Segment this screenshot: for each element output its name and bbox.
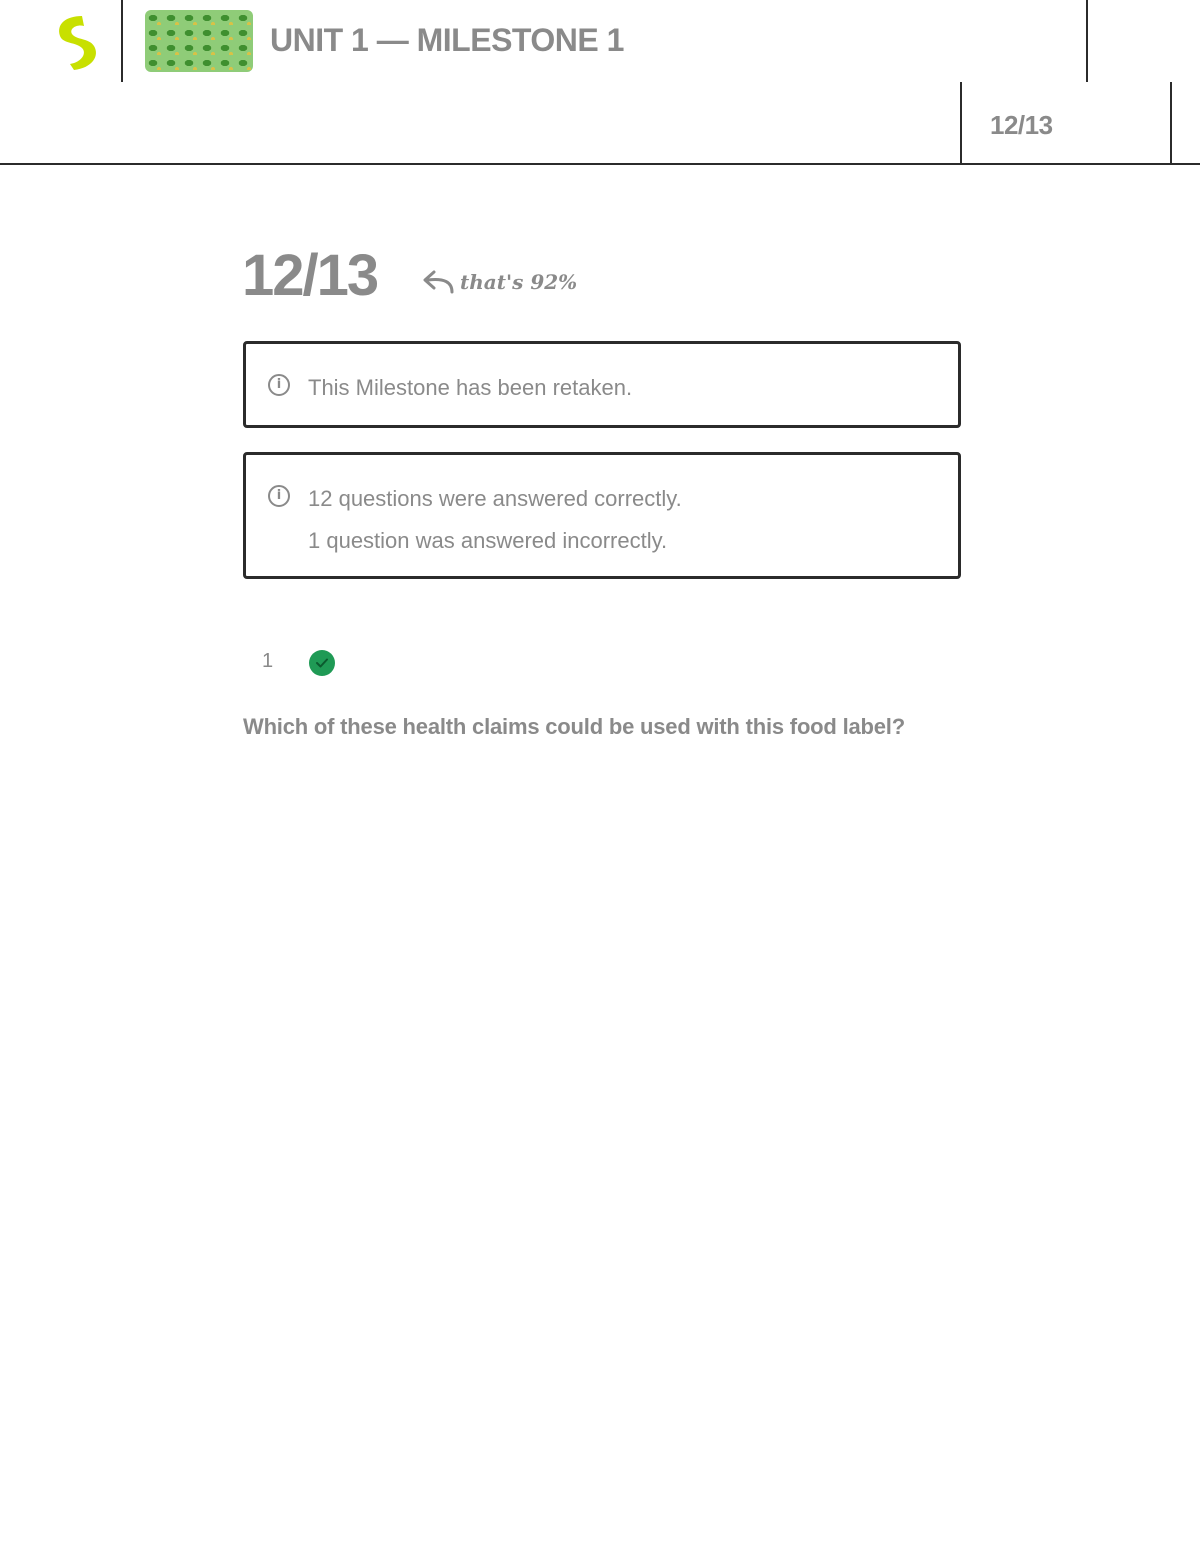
score-cell-divider-right — [1170, 82, 1172, 164]
info-icon: i — [268, 374, 290, 396]
answer-summary-notice — [243, 452, 961, 579]
check-circle-icon — [309, 650, 335, 676]
info-icon: i — [268, 485, 290, 507]
incorrect-count-text: 1 question was answered incorrectly. — [308, 528, 668, 553]
milestone-score: 12/13 — [242, 243, 378, 308]
header-bottom-border — [0, 163, 1200, 165]
header-score: 12/13 — [990, 110, 1053, 140]
correct-count-text: 12 questions were answered correctly. — [308, 486, 682, 511]
curved-back-arrow-icon — [420, 268, 456, 296]
question-number: 1 — [262, 650, 274, 672]
header-divider-left — [121, 0, 123, 82]
sophia-logo-icon[interactable] — [52, 12, 100, 72]
score-cell-divider-left — [960, 82, 962, 164]
header-divider-right — [1086, 0, 1088, 82]
percent-note: that's 92% — [460, 270, 578, 294]
question-text[interactable]: Which of these health claims could be used with this food label? — [243, 714, 905, 739]
retake-notice — [243, 341, 961, 428]
course-thumbnail — [145, 10, 253, 72]
notice-text: This Milestone has been retaken. — [308, 375, 633, 400]
unit-title: UNIT 1 — MILESTONE 1 — [270, 22, 624, 58]
